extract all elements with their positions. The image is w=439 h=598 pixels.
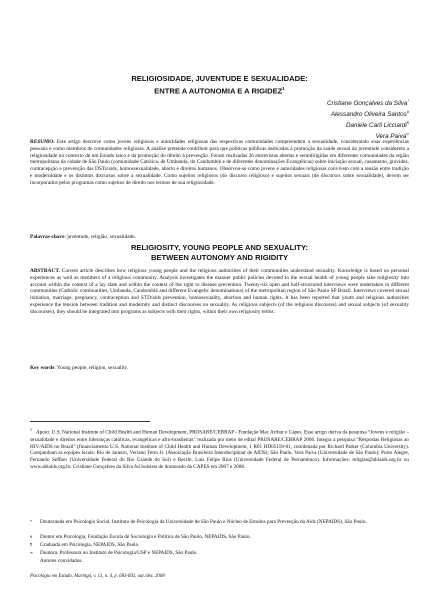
title-footnote-mark: 1 [282, 86, 285, 91]
title-en-line1: RELIGIOSITY, YOUNG PEOPLE AND SEXUALITY: [130, 243, 309, 252]
footnote-1-mark: 1 [30, 427, 32, 432]
author: Vera Paiva∞ [375, 131, 409, 141]
title-pt-line2: ENTRE A AUTONOMIA E A RIGIDEZ [154, 86, 283, 96]
footnote-1 [30, 427, 409, 471]
author: Alessandro Oliveira Santos# [330, 109, 409, 119]
author-list [327, 97, 409, 141]
footnote-item: * Doutoranda em Psicologia Social, Instituto de Psicologia da Universidade de São Paulo e Núcleo de Estudos para Prevenção da Aids (NEPAIDS), São Paulo. [30, 519, 367, 525]
abstract-paragraph [30, 268, 409, 316]
keywords-en [30, 365, 409, 372]
keywords-en-label: Key words [30, 365, 55, 371]
footnote-divider [30, 421, 150, 422]
abstract-text: Current article describes how religious young people and the religious authorities of their communities understand sexuality. Knowledge is based on personal experiences as well as members of a religious community. Analysis investigates the manner public policies devoted to the sexual health of young people take religiosity into account within the context of a lay state and within the context of the right to disease prevention. Twenty-six open and half-structured interviews were undertaken in different communities (Catholic communities, Umbanda, Candomblé and different Evangelic denominations) of the metropolitan region of São Paulo SP Brazil. Interviews covered sexual initiation, marriage, pregnancy, contraception and STD/aids prevention, homosexuality, abortion and human rights. It has been reported that youth and religious authorities experience the tension between tradition and modernity and distinct discourses on sexuality. As religious subjects (of the religious discourse) and sexual subjects (of sexuality discourses), they should be integrated into programs as subjects with their rights, within their own religiosity terms. [30, 268, 409, 315]
footnote-item: # Doutor em Psicologia, Fundação Escola de Sociologia e Política de São Paulo, NEPAIDS, São Paulo. [30, 534, 251, 540]
abstract-label: ABSTRACT. [30, 268, 60, 274]
resumo-text: Este artigo descreve como jovens religiosos e autoridades religiosas das respectivas comunidades compreendem a sexualidade, considerando suas experiências pessoais e como membros de comunidades religiosas. A análise pretende contribuir para que políticas públicas dedicadas à promoção da saúde sexual da juventude considerem a religiosidade no contexto de um Estado laico e da promoção do direito à prevenção. Foram realizadas 26 entrevistas abertas e semidirigidas em diferentes comunidades da região metropolitana da cidade de São Paulo (comunidade Católica, de Umbanda, do Candomblé e de diferentes denominações Evangélicas) sobre iniciação sexual, casamento, gravidez, contracepção e prevenção das DSTs/aids, homossexualidade, aborto e direitos humanos. Observou-se como jovens e autoridades religiosas convivem com a tensão entre tradição e modernidade e os distintos discursos sobre a sexualidade. Como sujeitos religiosos (do discurso religioso) e sujeitos sexuais (de discursos sobre sexualidade), devem ser incorporados pelos programas como sujeitos de direito nos termos de sua religiosidade. [30, 139, 409, 186]
author: Daniele Carli Licciardi¶ [345, 120, 409, 130]
title-en-line2: BETWEEN AUTONOMY AND RIGIDITY [150, 253, 289, 262]
journal-footer: Psicologia em Estudo, Maringá, v. 13, n. 4, p. 683-692, out./dez. 2008 [30, 574, 165, 579]
keywords-pt-text: : juventude, religião, sexualidade. [64, 234, 136, 240]
keywords-pt [30, 234, 409, 241]
footnote-item: ∞ Doutora. Professora no Instituto de Psicologia/USP e NEPAIDS, São Paulo. [30, 550, 198, 556]
article-title-pt [0, 74, 439, 97]
footnote-1-text: Apoio: U.S. National Institute of Child Health and Human Development, PROSARE/CEBRAP - Fundação Mac Arthur e Capes. Esse artigo deriva da pesquisa “Jovens e religião – sexualidade e direitos entre lideranças católicas, evangélicas e afro-brasileiras” realizada por meio de edital PROSARE/CEBRAP 2006. Integra a pesquisa “Respostas Religiosas ao HIV/AIDS no Brasil” (financiamento U.S. National Institute of Child Health and Human Development, 1 R01 HD05118-01, coordenada por Richard Parker (Columbia University). Compunham as equipes locais: Rio de Janeiro, Veriano Terto Jr. (Associação Brasileira Interdisciplinar de AIDS); São Paulo, Vera Paiva (Universidade de São Paulo); Porto Alegre, Fernando Seffner (Universidade Federal do Rio Grande do Sul) e Recife, Luís Felipe Rios (Universidade Federal de Pernambuco). Informações: religiao@abiaids.org.br ou www.abiaids.org.br. Cristiane Gonçalves da Silva foi bolsista de doutorado da CAPES em 2007 e 2008. [30, 429, 410, 471]
article-title-en [0, 243, 439, 263]
title-pt-line1: RELIGIOSIDADE, JUVENTUDE E SEXUALIDADE: [131, 74, 308, 83]
keywords-pt-label: Palavras-chave [30, 234, 65, 240]
footnote-item: Autores convidados. [40, 558, 83, 564]
author: Cristiane Gonçalves da Silva* [326, 98, 409, 108]
keywords-en-text: : Young people, religion, sexuality. [54, 365, 129, 371]
resumo-paragraph [30, 139, 409, 187]
footnote-item: ¶ Graduada em Psicologia, NEPAIDS, São Paulo. [30, 542, 140, 548]
resumo-label: RESUMO. [30, 139, 55, 145]
